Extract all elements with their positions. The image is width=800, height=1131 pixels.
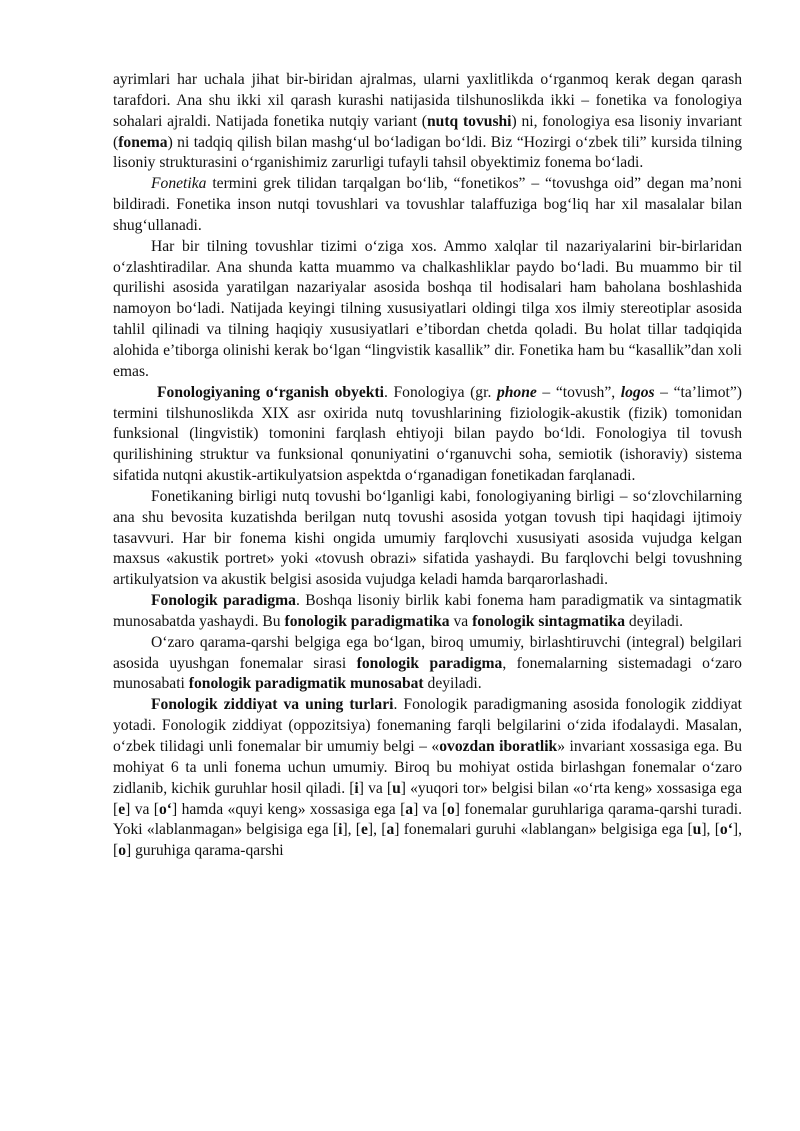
paragraph-2 — [113, 174, 742, 237]
text-run: ], [ — [701, 821, 720, 839]
text-run: ], [ — [367, 821, 387, 839]
text-run: – “tovush”, — [536, 383, 621, 401]
text-run: deyiladi. — [625, 612, 684, 630]
bold-term: fonema — [118, 133, 168, 151]
bold-term: fonologik paradigma — [356, 654, 503, 672]
paragraph-7 — [113, 633, 742, 696]
paragraph-4 — [113, 383, 742, 487]
text-run: . Boshqa lisoniy birlik kabi fonema ham paradigmatik va sintagmatik munosabatda yashaydi. Bu — [113, 592, 742, 630]
bold-term: e — [361, 821, 368, 839]
paragraph-5 — [113, 487, 742, 591]
text-run: ] va [ — [413, 800, 447, 818]
text-run: ] va [ — [358, 779, 393, 797]
document-page — [113, 70, 742, 862]
text-run: ] «yuqori tor» belgisi bilan «o‘rta keng» xossasiga ega [ — [113, 779, 742, 818]
text-run: deyiladi. — [423, 675, 482, 693]
bold-term: Fonologik paradigma — [151, 592, 296, 610]
bold-term: o‘ — [719, 821, 733, 839]
text-run: ] fonemalar guruhlariga qarama-qarshi turadi. Yoki «lablanmagan» belgisiga ega [ — [113, 800, 743, 839]
text-run: » invariant xossasiga ega. Bu mohiyat 6 ta unli fonema uchun umumiy. Biroq bu mohiyat ostida birlashgan fonemalar o‘zaro zidlanib, kichik guruhlar hosil qiladi. [ — [113, 738, 742, 797]
bold-term: o‘ — [159, 800, 172, 818]
text-run: – “ta’limot”) termini tilshunoslikda XIX asr oxirida nutq tovushlarining fiziologik-akustik (fizik) tomonidan funksional (lingvistik) tomonini farqlash ehtiyoji bilan paydo bo‘ldi. Fonologiya til tovush qurilishining struktur va funksional qonuniyatini o‘rganuvchi soha, semiotik (ishoraviy) sistema sifatida nutqni akustik-artikulyatsion aspektda o‘rganadigan fonetikadan farqlanadi. — [113, 383, 742, 485]
text-run: ) ni tadqiq qilish bilan mashg‘ul bo‘ladigan bo‘ldi. Biz “Hozirgi o‘zbek tili” kursida tilning lisoniy strukturasini o‘rganishimiz zarurligi tufayli tahsil obyektimiz fonema bo‘ladi. — [113, 133, 742, 172]
text-run: ], [ — [113, 821, 743, 860]
paragraph-8 — [113, 695, 742, 862]
text-run: . Fonologiya (gr. — [383, 383, 497, 401]
bold-term: o — [118, 842, 126, 860]
bold-italic-term: logos — [620, 383, 655, 401]
bold-term: e — [118, 800, 126, 818]
bold-term: o — [446, 800, 455, 818]
bold-term: fonologik sintagmatika — [472, 612, 626, 630]
text-run: ] fonemalari guruhi «lablangan» belgisiga ega [ — [394, 821, 693, 839]
bold-term: i — [338, 821, 343, 839]
bold-term: a — [386, 821, 395, 839]
text-run: ayrimlari har uchala jihat bir-biridan ajralmas, ularni yaxlitlikda o‘rganmoq kerak degan qarash tarafdori. Ana shu ikki xil qarash kurashi natijasida tilshunoslikda ikki – fonetika va fonologiya sohalari ajraldi. Natijada fonetika nutqiy variant ( — [113, 71, 742, 130]
bold-term: a — [405, 800, 414, 818]
text-run: va — [449, 612, 473, 630]
bold-term: u — [692, 821, 702, 839]
bold-term: nutq tovushi — [427, 112, 512, 130]
text-run: , fonemalarning sistemadagi o‘zaro munosabati — [113, 654, 742, 693]
bold-term: fonologik paradigmatik munosabat — [188, 675, 424, 693]
text-run: ) ni, fonologiya esa lisoniy invariant ( — [113, 112, 742, 151]
bold-italic-term: phone — [496, 383, 537, 401]
text-run: O‘zaro qarama-qarshi belgiga ega bo‘lgan, biroq umumiy, birlashtiruvchi (integral) belgilari asosida uyushgan fonemalar sirasi — [113, 633, 742, 672]
text-run: ] hamda «quyi keng» xossasiga ega [ — [172, 800, 406, 818]
text-run: Har bir tilning tovushlar tizimi o‘ziga xos. Ammo xalqlar til nazariyalarini bir-birlaridan o‘zlashtiradilar. Ana shunda katta muammo va chalkashliklar paydo bo‘ladi. Bu muammo bir til qurilishi asosida yaratilgan nazariyalar asosida boshqa til hodisalari ham baholana boshlashida namoyon bo‘ladi. Natijada keyingi tilning xususiyatlari oldingi tilga xos ilmiy stereotiplar asosida tahlil qilinadi va tilning haqiqiy xususiyatlari e’tibordan chetda qoladi. Bu holat tillar tadqiqida alohida e’tiborga olinishi kerak bo‘lgan “lingvistik kasallik” dir. Fonetika ham bu “kasallik”dan xoli emas. — [113, 237, 742, 380]
text-run: Fonetikaning birligi nutq tovushi bo‘lganligi kabi, fonologiyaning birligi – so‘zlovchilarning ana shu bevosita kuzatishda berilgan nutq tovushi asosida yotgan tovush tipi haqidagi ijtimoiy tasavvuri. Har bir fonema kishi ongida umumiy farqlovchi xususiyati asosida vujudga kelgan maxsus «akustik portret» yoki «tovush obrazi» sifatida yashaydi. Bu farqlovchi belgi tovushning artikulyatsion va akustik belgisi asosida vujudga keladi hamda barqarorlashadi. — [113, 487, 742, 589]
bold-term: u — [392, 779, 401, 797]
bold-term: Fonologiyaning o‘rganish obyekti — [157, 383, 384, 401]
text-run: ], [ — [342, 821, 361, 839]
bold-term: fonologik paradigmatika — [284, 612, 450, 630]
bold-term: i — [354, 779, 359, 797]
bold-term: Fonologik ziddiyat va uning turlari — [151, 696, 394, 714]
paragraph-1 — [113, 70, 742, 174]
italic-term: Fonetika — [151, 175, 207, 193]
paragraph-3 — [113, 237, 742, 383]
text-run: termini grek tilidan tarqalgan bo‘lib, “fonetikos” – “tovushga oid” degan ma’noni bildiradi. Fonetika inson nutqi tovushlari va tovushlar talaffuziga bog‘liq har xil masalalar bilan shug‘ullanadi. — [113, 175, 742, 234]
bold-term: ovozdan iboratlik — [439, 738, 558, 755]
paragraph-6 — [113, 591, 742, 633]
text-run: . Fonologik paradigmaning asosida fonologik ziddiyat yotadi. Fonologik ziddiyat (oppozitsiya) fonemaning farqli belgilarini o‘zida ifodalaydi. Masalan, o‘zbek tilidagi unli fonemalar bir umumiy belgi – « — [113, 696, 742, 755]
text-run: ] va [ — [125, 800, 159, 818]
text-run: ] guruhiga qarama-qarshi — [126, 842, 284, 860]
